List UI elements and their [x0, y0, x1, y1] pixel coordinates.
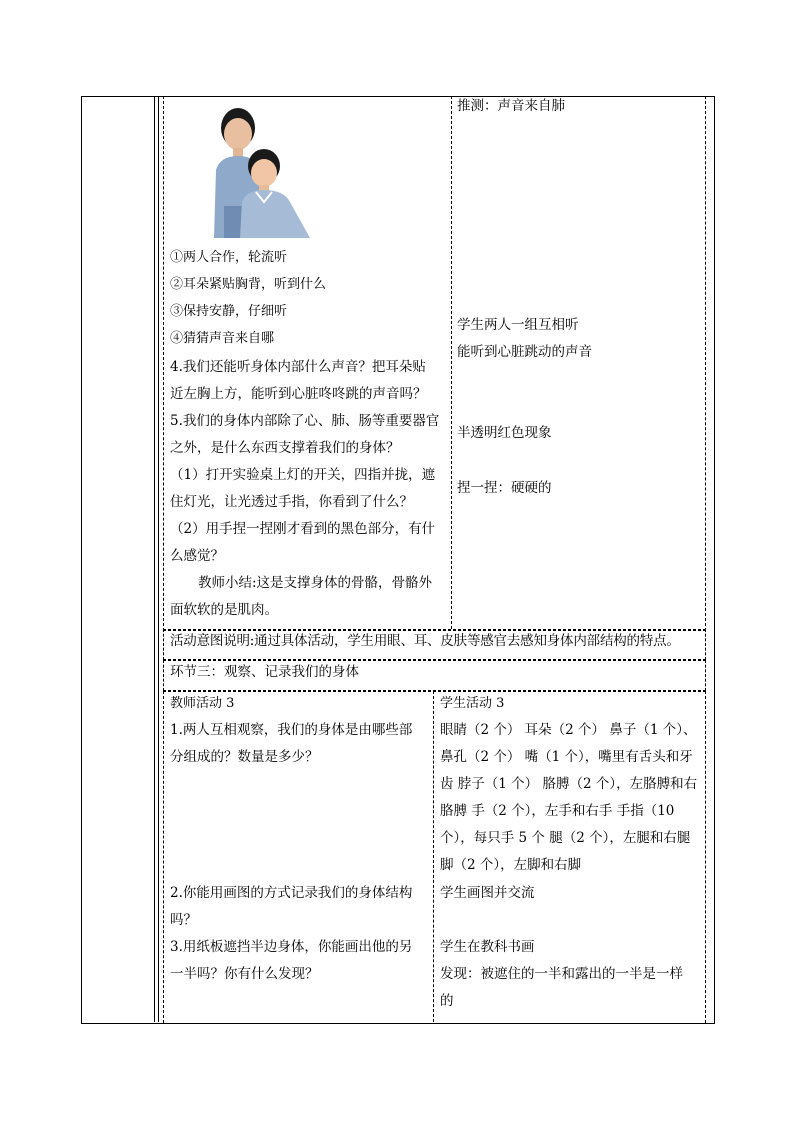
two-boys-illustration	[200, 106, 320, 238]
teacher3-q2-line-2: 吗？	[170, 912, 197, 928]
column-divider-2	[158, 96, 159, 1022]
student3-draw-text: 学生画图并交流	[440, 885, 535, 901]
section3-title: 环节三：观察、记录我们的身体	[170, 664, 359, 680]
section3-divider	[433, 691, 434, 1022]
question-5-2-line-2: 么感觉？	[170, 548, 224, 564]
question-5-2-line-1: （2）用手捏一捏刚才看到的黑色部分，有什	[170, 521, 436, 537]
caption-line-2: ②耳朵紧贴胸背，听到什么	[170, 277, 327, 292]
teacher3-q1-line-2: 分组成的？数量是多少？	[170, 749, 319, 765]
pair-listen-text: 学生两人一组互相听	[457, 317, 579, 333]
question-5-line-2: 之外，是什么东西支撑着我们的身体？	[170, 440, 400, 456]
student3-body-line-4: 胳膊 手（2 个），左手和右手 手指（10	[440, 803, 675, 819]
caption-line-1: ①两人合作，轮流听	[170, 250, 288, 265]
student3-textbook-text: 学生在教科书画	[440, 939, 535, 955]
student3-body-line-6: 脚（2 个），左脚和右脚	[440, 857, 582, 873]
column-divider-1	[154, 96, 155, 1022]
guess-text: 推测：声音来自肺	[457, 98, 565, 114]
activity-intent-text: 活动意图说明:通过具体活动，学生用眼、耳、皮肤等感官去感知身体内部结构的特点。	[170, 633, 680, 649]
top-section-divider	[451, 96, 452, 629]
teacher-summary-line-2: 面软软的是肌肉。	[170, 602, 278, 618]
two-boys-photo	[200, 106, 320, 238]
translucent-text: 半透明红色现象	[457, 425, 552, 441]
student-activity-3-header: 学生活动 3	[440, 696, 505, 711]
question-5-1-line-1: （1）打开实验桌上灯的开关，四指并拢，遮	[170, 467, 436, 483]
question-5-line-1: 5.我们的身体内部除了心、肺、肠等重要器官	[170, 413, 440, 429]
caption-line-4: ④猜猜声音来自哪	[170, 331, 275, 346]
pinch-text: 捏一捏：硬硬的	[457, 480, 552, 496]
question-4-line-2: 近左胸上方，能听到心脏咚咚跳的声音吗？	[170, 386, 427, 402]
student3-finding-line-2: 的	[440, 993, 454, 1009]
question-5-1-line-2: 住灯光，让光透过手指，你看到了什么？	[170, 494, 413, 510]
caption-line-3: ③保持安静，仔细听	[170, 304, 288, 319]
student3-body-line-5: 个），每只手 5 个 腿（2 个），左腿和右腿	[440, 830, 691, 846]
student3-finding-line-1: 发现：被遮住的一半和露出的一半是一样	[440, 966, 683, 982]
teacher3-q2-line-1: 2.你能用画图的方式记录我们的身体结构	[170, 885, 413, 901]
question-4-line-1: 4.我们还能听身体内部什么声音？把耳朵贴	[170, 359, 426, 375]
heartbeat-text: 能听到心脏跳动的声音	[457, 344, 592, 360]
student3-body-line-3: 齿 脖子（1 个） 胳膊（2 个），左胳膊和右	[440, 776, 698, 792]
teacher-summary-line-1: 教师小结:这是支撑身体的骨骼，骨骼外	[198, 575, 433, 591]
teacher3-q1-line-1: 1.两人互相观察，我们的身体是由哪些部	[170, 722, 413, 738]
teacher3-q3-line-1: 3.用纸板遮挡半边身体，你能画出他的另	[170, 939, 413, 955]
student3-body-line-2: 鼻孔（2 个） 嘴（1 个），嘴里有舌头和牙	[440, 749, 693, 765]
student3-body-line-1: 眼睛（2 个） 耳朵（2 个） 鼻子（1 个）、	[440, 722, 697, 738]
teacher-activity-3-header: 教师活动 3	[170, 696, 235, 711]
teacher3-q3-line-2: 一半吗？你有什么发现？	[170, 966, 319, 982]
